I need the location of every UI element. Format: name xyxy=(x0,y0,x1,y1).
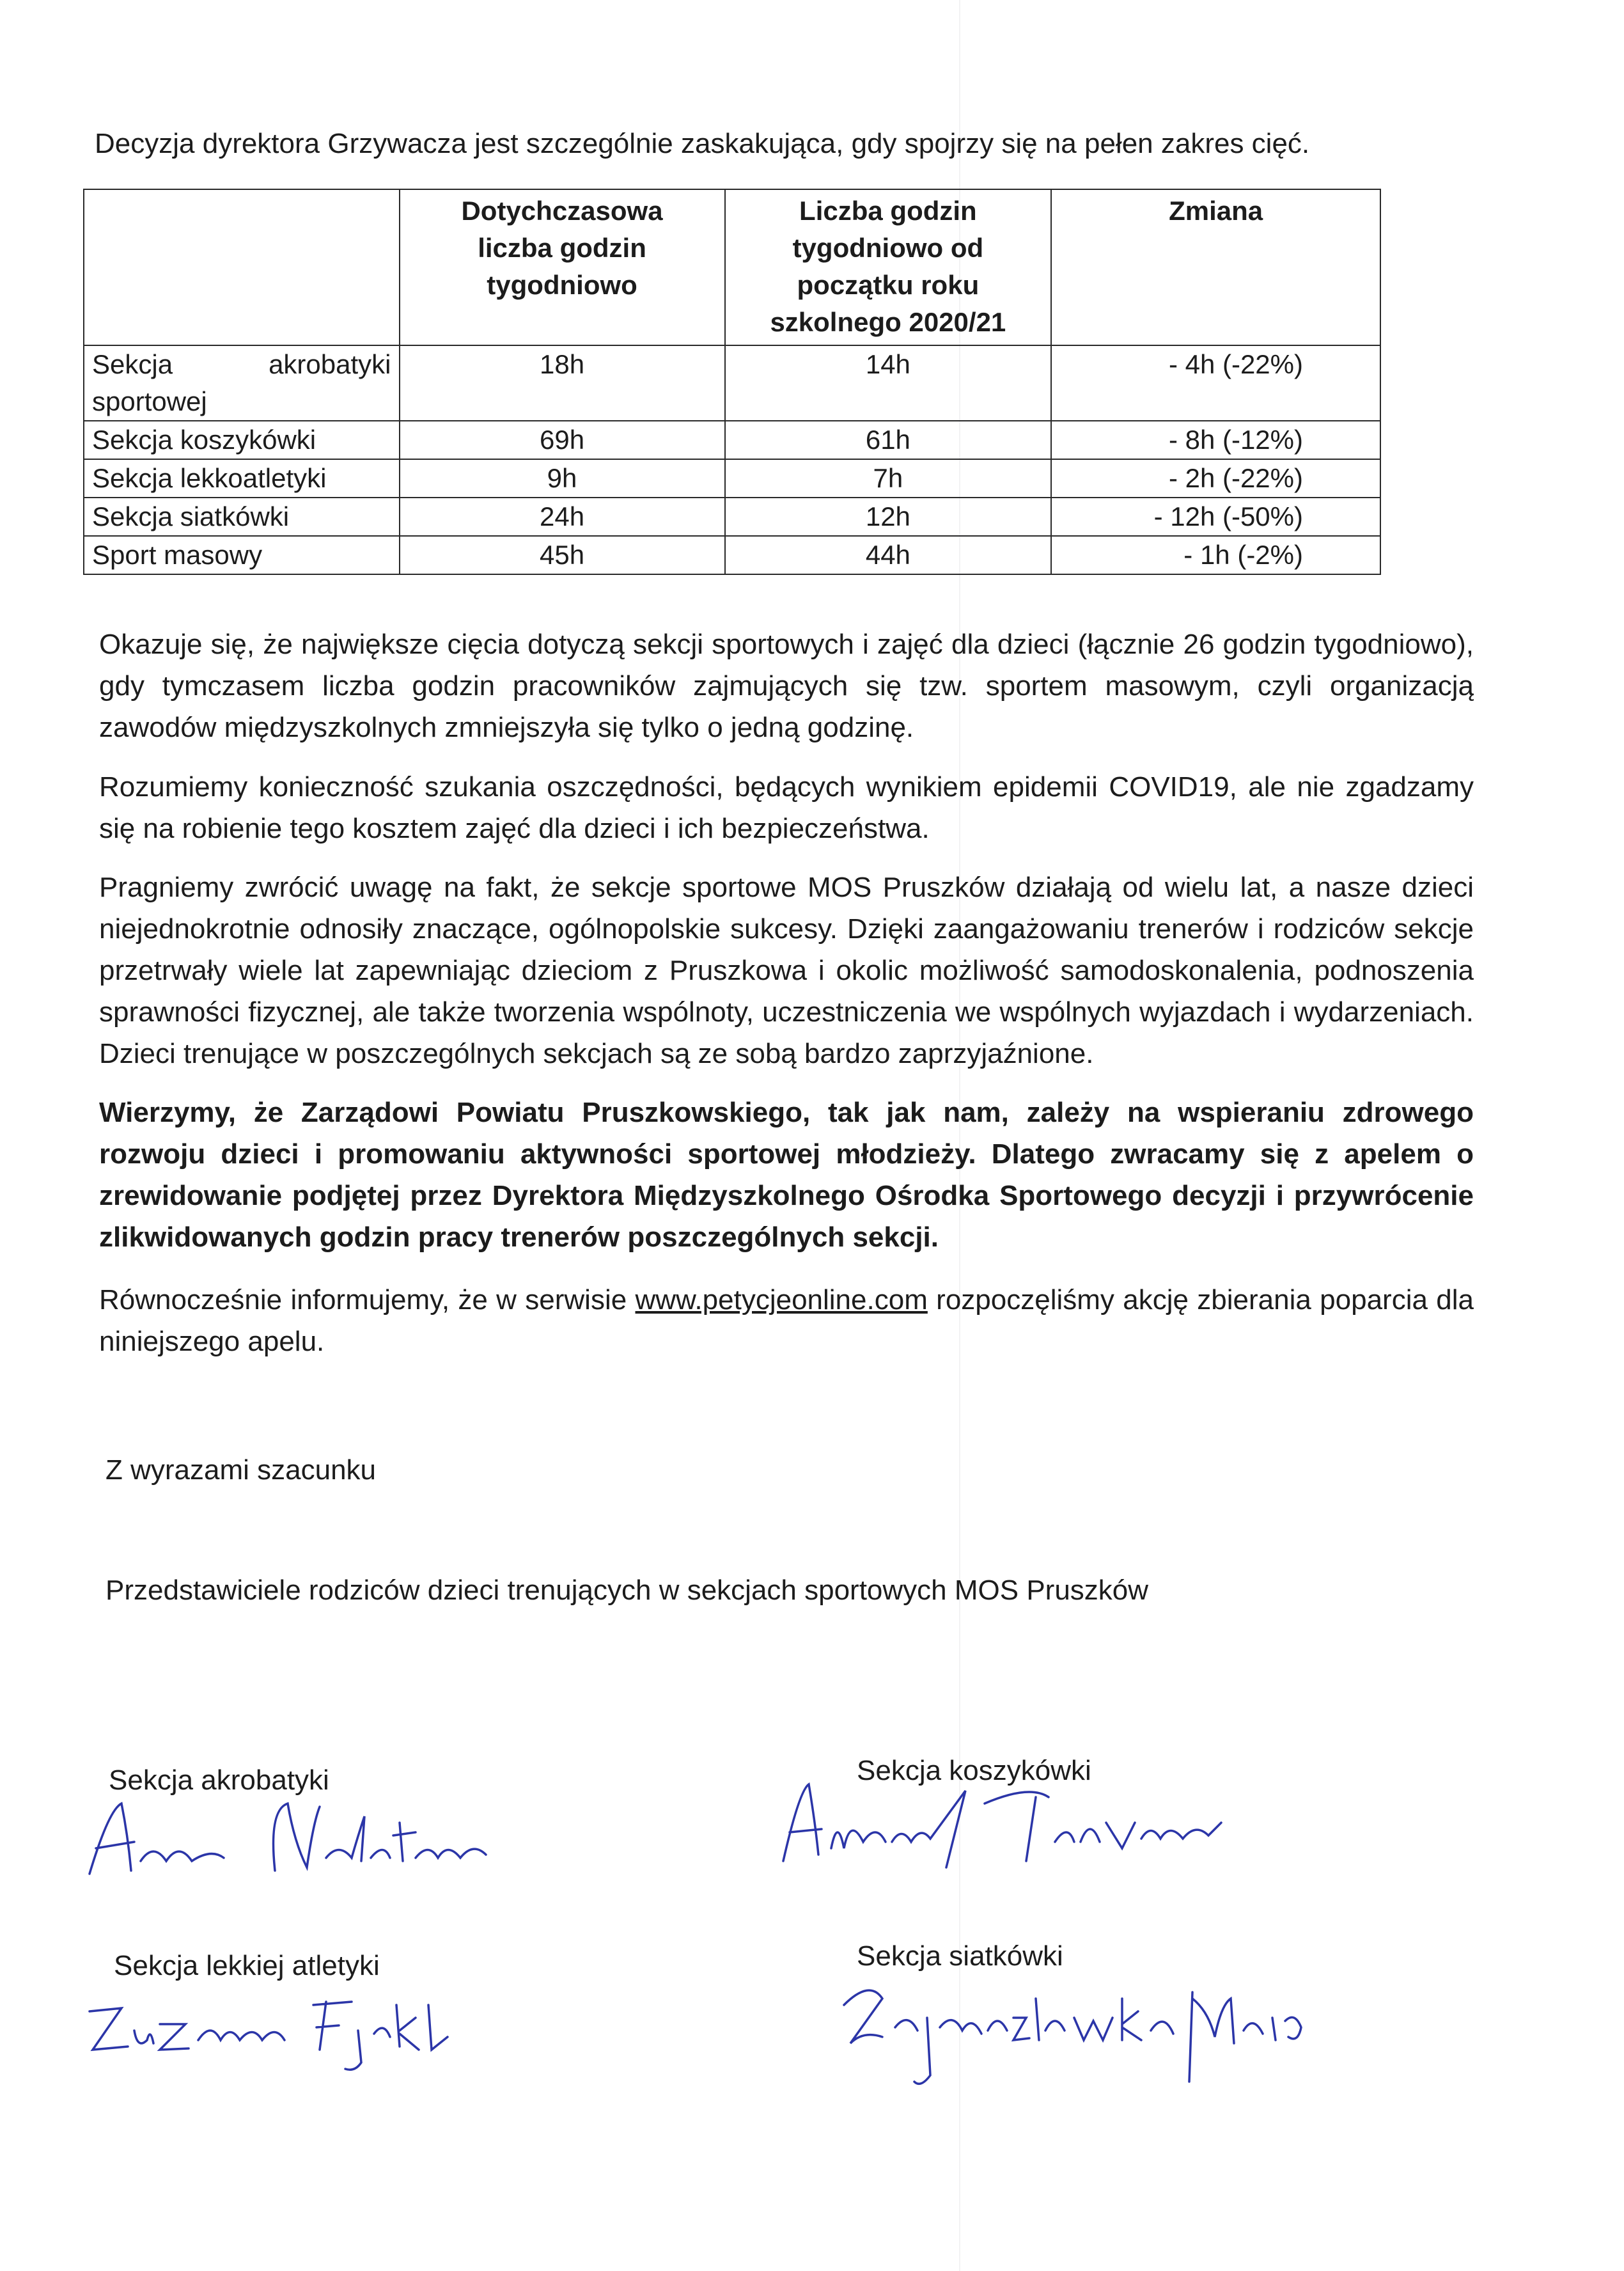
paragraph-appeal: Wierzymy, że Zarządowi Powiatu Pruszkowskiego, tak jak nam, zależy na wspieraniu zdrowego rozwoju dzieci i promowaniu aktywności sportowej młodzieży. Dlatego zwracamy się z apelem o zrewidowanie podjętej przez Dyrektora Międzyszkolnego Ośrodka Sportowego decyzji i przywrócenie zlikwidowanych godzin pracy trenerów poszczególnych sekcji. xyxy=(99,1097,1474,1253)
signature-label-volleyball: Sekcja siatkówki xyxy=(857,1940,1063,1972)
row-before: 69h xyxy=(400,421,725,459)
row-name-part: akrobatyki xyxy=(269,349,391,379)
row-name xyxy=(84,345,400,421)
petition-text: Równocześnie informujemy, że w serwisie xyxy=(99,1284,636,1316)
row-before: 24h xyxy=(400,498,725,536)
table-header-cell xyxy=(725,189,1052,345)
table-row xyxy=(84,459,1380,498)
row-name: Sport masowy xyxy=(84,536,400,574)
signature-basketball xyxy=(774,1778,1234,1874)
table-row xyxy=(84,345,1380,421)
hours-table xyxy=(83,189,1381,575)
paragraph-savings: Rozumiemy konieczność szukania oszczędności, będących wynikiem epidemii COVID19, ale nie zgadzamy się na robienie tego kosztem zajęć dla dzieci i ich bezpieczeństwa. xyxy=(99,771,1474,844)
row-after: 7h xyxy=(725,459,1052,498)
signature-label-athletics: Sekcja lekkiej atletyki xyxy=(114,1950,380,1981)
row-name: Sekcja siatkówki xyxy=(84,498,400,536)
signature-volleyball-drawing xyxy=(831,1973,1317,2094)
closing-signatories: Przedstawiciele rodziców dzieci trenujących w sekcjach sportowych MOS Pruszków xyxy=(105,1575,1149,1606)
row-name: Sekcja koszykówki xyxy=(84,421,400,459)
row-before: 9h xyxy=(400,459,725,498)
row-after: 61h xyxy=(725,421,1052,459)
row-change: - 4h (-22%) xyxy=(1051,345,1380,421)
header-previous-hours: Dotychczasowa liczba godzin tygodniowo xyxy=(461,196,663,300)
table-row xyxy=(84,421,1380,459)
row-change: - 12h (-50%) xyxy=(1051,498,1380,536)
closing-regards: Z wyrazami szacunku xyxy=(105,1454,377,1486)
row-name-part: sportowej xyxy=(92,386,207,416)
table-row xyxy=(84,498,1380,536)
table-header-row xyxy=(84,189,1380,345)
table-header-cell xyxy=(400,189,725,345)
petition-link[interactable]: www.petycjeonline.com xyxy=(635,1284,928,1316)
petition-text: rozpoczęliśmy akcję zbierania poparcia dla niniejszego apelu. xyxy=(99,1284,1474,1357)
row-before: 45h xyxy=(400,536,725,574)
table-row xyxy=(84,536,1380,574)
paragraph-history: Pragniemy zwrócić uwagę na fakt, że sekcje sportowe MOS Pruszków działają od wielu lat, a nasze dzieci niejednokrotnie odnosiły znaczące, ogólnopolskie sukcesy. Dzięki zaangażowaniu trenerów i rodziców sekcje przetrwały wiele lat zapewniając dzieciom z Pruszkowa i okolic możliwość samodoskonalenia, podnoszenia sprawności fizycznej, ale także tworzenia wspólnoty, uczestniczenia we wspólnych wyjazdach i wydarzeniach. Dzieci trenujące w poszczególnych sekcjach są ze sobą bardzo zaprzyjaźnione. xyxy=(99,872,1474,1069)
table-header-cell: Zmiana xyxy=(1051,189,1380,345)
signature-label-acrobatics: Sekcja akrobatyki xyxy=(109,1764,329,1796)
row-change: - 1h (-2%) xyxy=(1051,536,1380,574)
row-name: Sekcja lekkoatletyki xyxy=(84,459,400,498)
signature-acrobatics-drawing xyxy=(83,1797,492,1887)
row-change: - 8h (-12%) xyxy=(1051,421,1380,459)
paragraph-largest-cuts: Okazuje się, że największe cięcia dotyczą sekcji sportowych i zajęć dla dzieci (łącznie 26 godzin tygodniowo), gdy tymczasem liczba godzin pracowników zajmujących się tzw. sportem masowym, czyli organizacją zawodów międzyszkolnych zmniejszyła się tylko o jedną godzinę. xyxy=(99,629,1474,743)
row-name-part: Sekcja xyxy=(92,349,173,379)
table-header-cell xyxy=(84,189,400,345)
signature-basketball-drawing xyxy=(774,1778,1234,1874)
signature-label-basketball: Sekcja koszykówki xyxy=(857,1755,1091,1786)
row-after: 12h xyxy=(725,498,1052,536)
row-name-line xyxy=(92,346,391,383)
paragraph-petition xyxy=(99,1279,1474,1362)
row-before: 18h xyxy=(400,345,725,421)
signature-athletics xyxy=(83,1979,467,2075)
signature-volleyball xyxy=(831,1973,1317,2094)
row-change: - 2h (-22%) xyxy=(1051,459,1380,498)
row-after: 14h xyxy=(725,345,1052,421)
signature-athletics-drawing xyxy=(83,1979,467,2075)
row-after: 44h xyxy=(725,536,1052,574)
header-current-hours: Liczba godzin tygodniowo od początku roku szkolnego 2020/21 xyxy=(770,196,1006,337)
signature-acrobatics xyxy=(83,1797,492,1887)
intro-sentence: Decyzja dyrektora Grzywacza jest szczególnie zaskakująca, gdy spojrzy się na pełen zakres cięć. xyxy=(95,128,1310,159)
